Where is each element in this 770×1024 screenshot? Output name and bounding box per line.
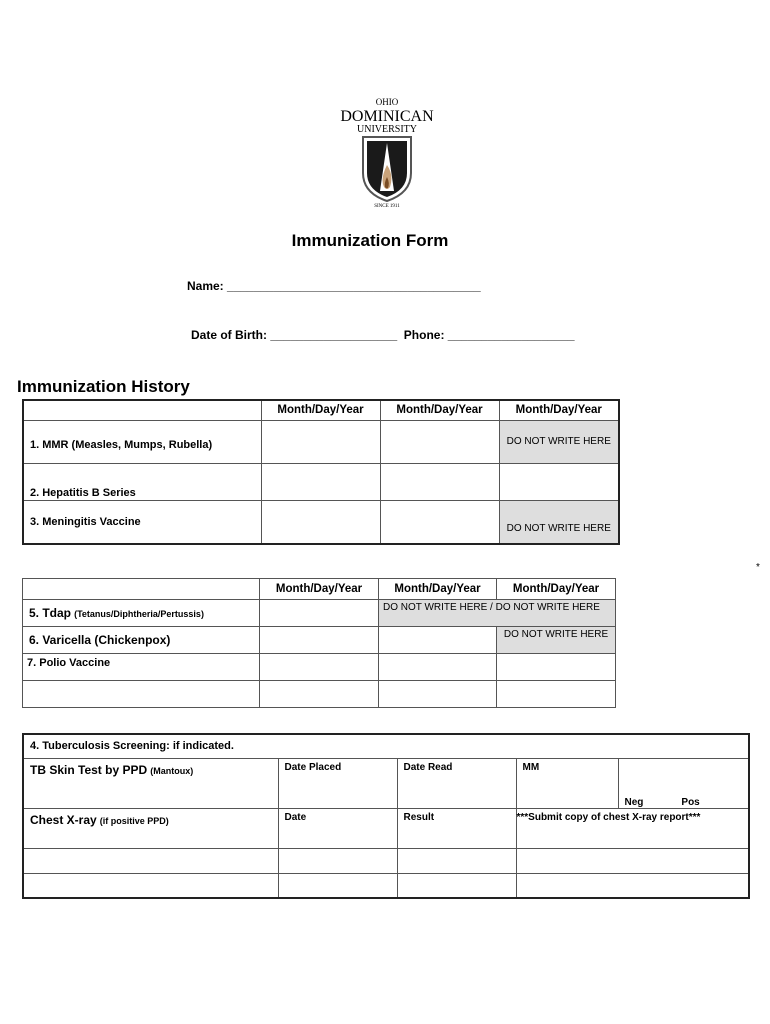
xray-result-cell [397, 808, 516, 848]
meningitis-date-2[interactable] [380, 500, 499, 544]
blank-row-label[interactable] [23, 681, 260, 708]
tb-blank-2a[interactable] [23, 873, 278, 898]
form-title: Immunization Form [291, 231, 449, 250]
polio-date-3[interactable] [497, 654, 616, 681]
date-placed-cell [278, 758, 397, 808]
tb-label: TB Skin Test by PPD [30, 762, 148, 777]
header2-blank [23, 579, 260, 600]
university-logo [330, 95, 445, 210]
tb-blank-1b[interactable] [278, 848, 397, 873]
pos-label[interactable]: Pos [681, 796, 700, 808]
row-label-tb [23, 758, 278, 808]
meningitis-date-1[interactable] [261, 500, 380, 544]
hepb-date-3[interactable] [499, 463, 619, 500]
tb-blank-2b[interactable] [278, 873, 397, 898]
section-heading: Immunization History [17, 377, 190, 396]
tdap-sub: (Tetanus/Diphtheria/Pertussis) [74, 609, 204, 619]
neg-label[interactable]: Neg [624, 796, 644, 808]
hepb-date-1[interactable] [261, 463, 380, 500]
header-date-2: Month/Day/Year [380, 400, 499, 420]
row-label-polio: 7. Polio Vaccine [23, 654, 260, 681]
tb-blank-2c[interactable] [397, 873, 516, 898]
tdap-date-1[interactable] [260, 600, 379, 627]
xray-result-label: Result [403, 811, 435, 823]
mmr-do-not-write: DO NOT WRITE HERE [499, 420, 619, 463]
tb-heading: 4. Tuberculosis Screening: if indicated. [23, 734, 749, 758]
header2-date-2: Month/Day/Year [379, 579, 497, 600]
logo-line3: UNIVERSITY [357, 124, 417, 135]
varicella-date-1[interactable] [260, 627, 379, 654]
tb-sub: (Mantoux) [150, 765, 194, 776]
mmr-date-2[interactable] [380, 420, 499, 463]
dob-phone-field[interactable]: Date of Birth: ___________________ Phone: ___________________ [191, 328, 575, 342]
hepb-date-2[interactable] [380, 463, 499, 500]
header-date-1: Month/Day/Year [261, 400, 380, 420]
blank-row-date-2[interactable] [379, 681, 497, 708]
row-label-hepb: 2. Hepatitis B Series [23, 463, 261, 500]
row-label-tdap [23, 600, 260, 627]
header2-date-1: Month/Day/Year [260, 579, 379, 600]
row-label-meningitis: 3. Meningitis Vaccine [23, 500, 261, 544]
logo-line1: OHIO [375, 97, 399, 107]
immunization-table-1 [22, 399, 620, 545]
blank-row-date-3[interactable] [497, 681, 616, 708]
polio-date-2[interactable] [379, 654, 497, 681]
row-label-mmr: 1. MMR (Measles, Mumps, Rubella) [23, 420, 261, 463]
varicella-do-not-write: DO NOT WRITE HERE [497, 627, 616, 654]
header-blank [23, 400, 261, 420]
tdap-do-not-write: DO NOT WRITE HERE / DO NOT WRITE HERE [379, 600, 616, 627]
tb-blank-2d[interactable] [516, 873, 749, 898]
logo-line2: DOMINICAN [340, 108, 434, 125]
header2-date-3: Month/Day/Year [497, 579, 616, 600]
tb-screening-table [22, 733, 750, 899]
date-read-cell [397, 758, 516, 808]
meningitis-do-not-write: DO NOT WRITE HERE [499, 500, 619, 544]
row-label-xray [23, 808, 278, 848]
submit-note: ***Submit copy of chest X-ray report*** [516, 808, 749, 848]
blank-row-date-1[interactable] [260, 681, 379, 708]
asterisk-mark: * [756, 562, 760, 573]
tb-blank-1a[interactable] [23, 848, 278, 873]
immunization-table-2 [22, 578, 616, 708]
varicella-date-2[interactable] [379, 627, 497, 654]
xray-label: Chest X-ray [30, 812, 97, 827]
tb-blank-1c[interactable] [397, 848, 516, 873]
date-read-label: Date Read [403, 761, 453, 773]
mmr-date-1[interactable] [261, 420, 380, 463]
neg-pos-cell [618, 758, 749, 808]
name-field[interactable]: Name: ______________________________________ [187, 279, 481, 293]
mm-label: MM [522, 761, 540, 773]
header-date-3: Month/Day/Year [499, 400, 619, 420]
tdap-label: 5. Tdap [29, 606, 72, 620]
xray-date-cell [278, 808, 397, 848]
tb-blank-1d[interactable] [516, 848, 749, 873]
logo-since: SINCE 1911 [374, 204, 400, 209]
date-placed-label: Date Placed [284, 761, 342, 773]
row-label-varicella: 6. Varicella (Chickenpox) [23, 627, 260, 654]
mm-cell [516, 758, 618, 808]
xray-date-label: Date [284, 811, 307, 823]
polio-date-1[interactable] [260, 654, 379, 681]
xray-sub: (if positive PPD) [99, 815, 169, 826]
